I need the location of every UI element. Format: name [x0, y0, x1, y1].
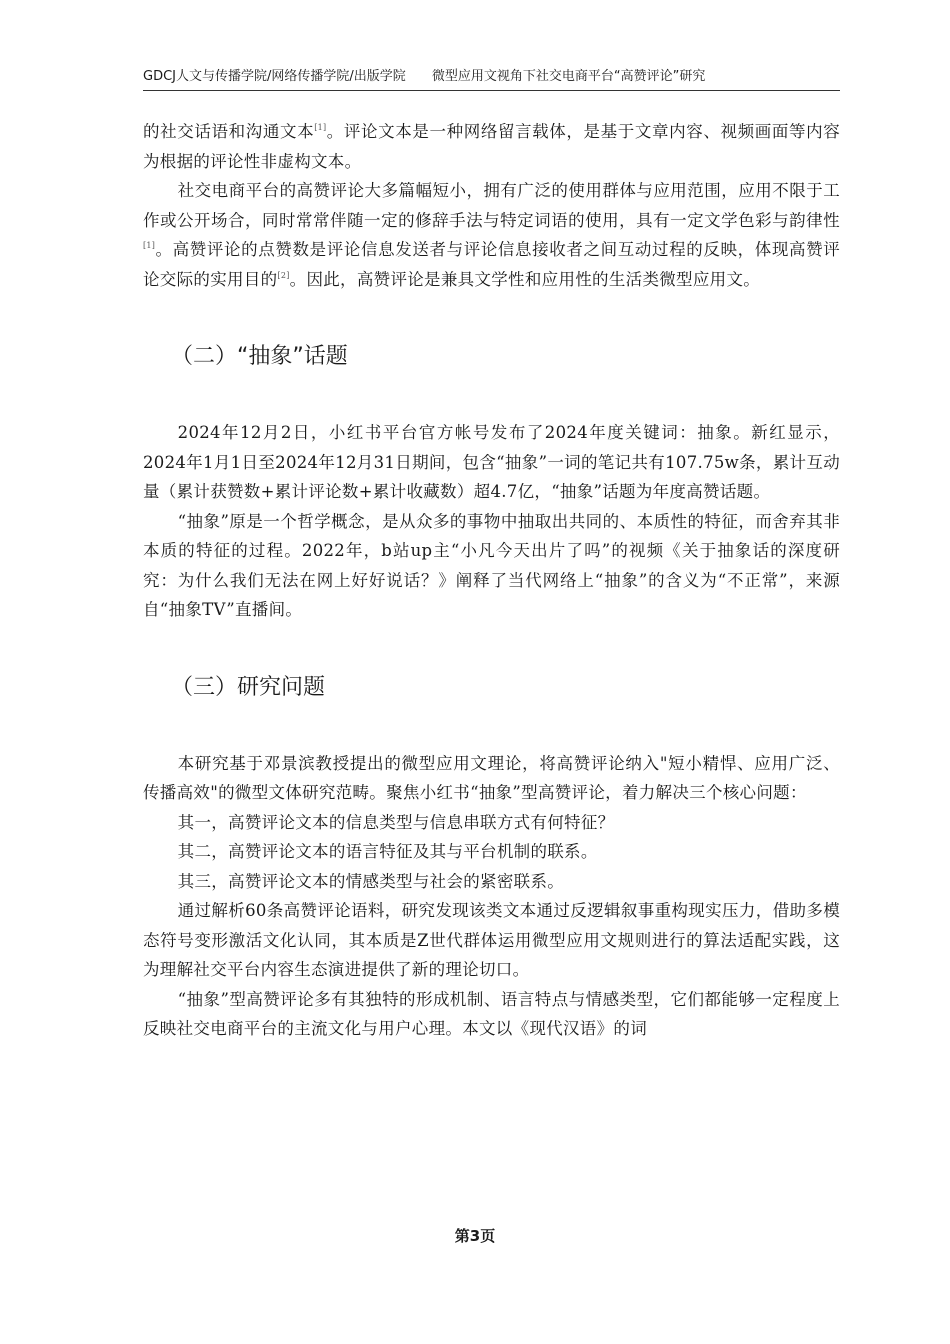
paragraph: 本研究基于邓景滨教授提出的微型应用文理论，将高赞评论纳入"短小精悍、应用广泛、传播高效"的微型文体研究范畴。聚焦小红书“抽象”型高赞评论，着力解决三个核心问题：	[143, 753, 840, 802]
running-header	[143, 66, 840, 91]
citation-ref: [1]	[143, 241, 156, 250]
paragraph: “抽象”原是一个哲学概念，是从众多的事物中抽取出共同的、本质性的特征，而舍弃其非本质的特征的过程。2022年，b站up主“小凡今天出片了吗”的视频《关于抽象话的深度研究：为什么我们无法在网上好好说话？》阐释了当代网络上“抽象”的含义为“不正常”，来源自“抽象TV”直播间。	[143, 511, 840, 619]
paragraph: 社交电商平台的高赞评论大多篇幅短小，拥有广泛的使用群体与应用范围，应用不限于工作或公开场合，同时常常伴随一定的修辞手法与特定词语的使用，具有一定文学色彩与韵律性[1]。高赞评论的点赞数是评论信息发送者与评论信息接收者之间互动过程的反映，体现高赞评论交际的实用目的[2]。因此，高赞评论是兼具文学性和应用性的生活类微型应用文。	[143, 181, 840, 289]
paragraph: 2024年12月2日，小红书平台官方帐号发布了2024年度关键词：抽象。新红显示，2024年1月1日至2024年12月31日期间，包含“抽象”一词的笔记共有107.75w条，累计互动量（累计获赞数+累计评论数+累计收藏数）超4.7亿，“抽象”话题为年度高赞话题。	[143, 423, 840, 501]
page-number: 第3页	[454, 1227, 496, 1245]
paragraph: 的社交话语和沟通文本[1]。评论文本是一种网络留言载体，是基于文章内容、视频画面等内容为根据的评论性非虚构文本。	[143, 122, 841, 171]
research-question-3: 其三，高赞评论文本的情感类型与社会的紧密联系。	[177, 871, 565, 891]
citation-ref: [1]	[314, 123, 327, 132]
paragraph: “抽象”型高赞评论多有其独特的形成机制、语言特点与情感类型，它们都能够一定程度上反映社交电商平台的主流文化与用户心理。本文以《现代汉语》的词	[143, 989, 840, 1038]
page-body	[143, 117, 840, 1044]
section-heading-research-questions: （三）研究问题	[171, 674, 326, 700]
header-paper-title: 微型应用文视角下社交电商平台“高赞评论”研究	[431, 69, 706, 84]
paragraph: 通过解析60条高赞评论语料，研究发现该类文本通过反逻辑叙事重构现实压力，借助多模态符号变形激活文化认同，其本质是Z世代群体运用微型应用文规则进行的算法适配实践，这为理解社交平台内容生态演进提供了新的理论切口。	[143, 901, 840, 979]
research-question-2: 其二，高赞评论文本的语言特征及其与平台机制的联系。	[177, 842, 598, 861]
section-heading-abstract-topic: （二）“抽象”话题	[171, 344, 348, 369]
header-institution: GDCJ人文与传播学院/网络传播学院/出版学院	[143, 69, 406, 84]
citation-ref: [2]	[277, 270, 290, 280]
research-question-1: 其一，高赞评论文本的信息类型与信息串联方式有何特征？	[177, 812, 615, 832]
